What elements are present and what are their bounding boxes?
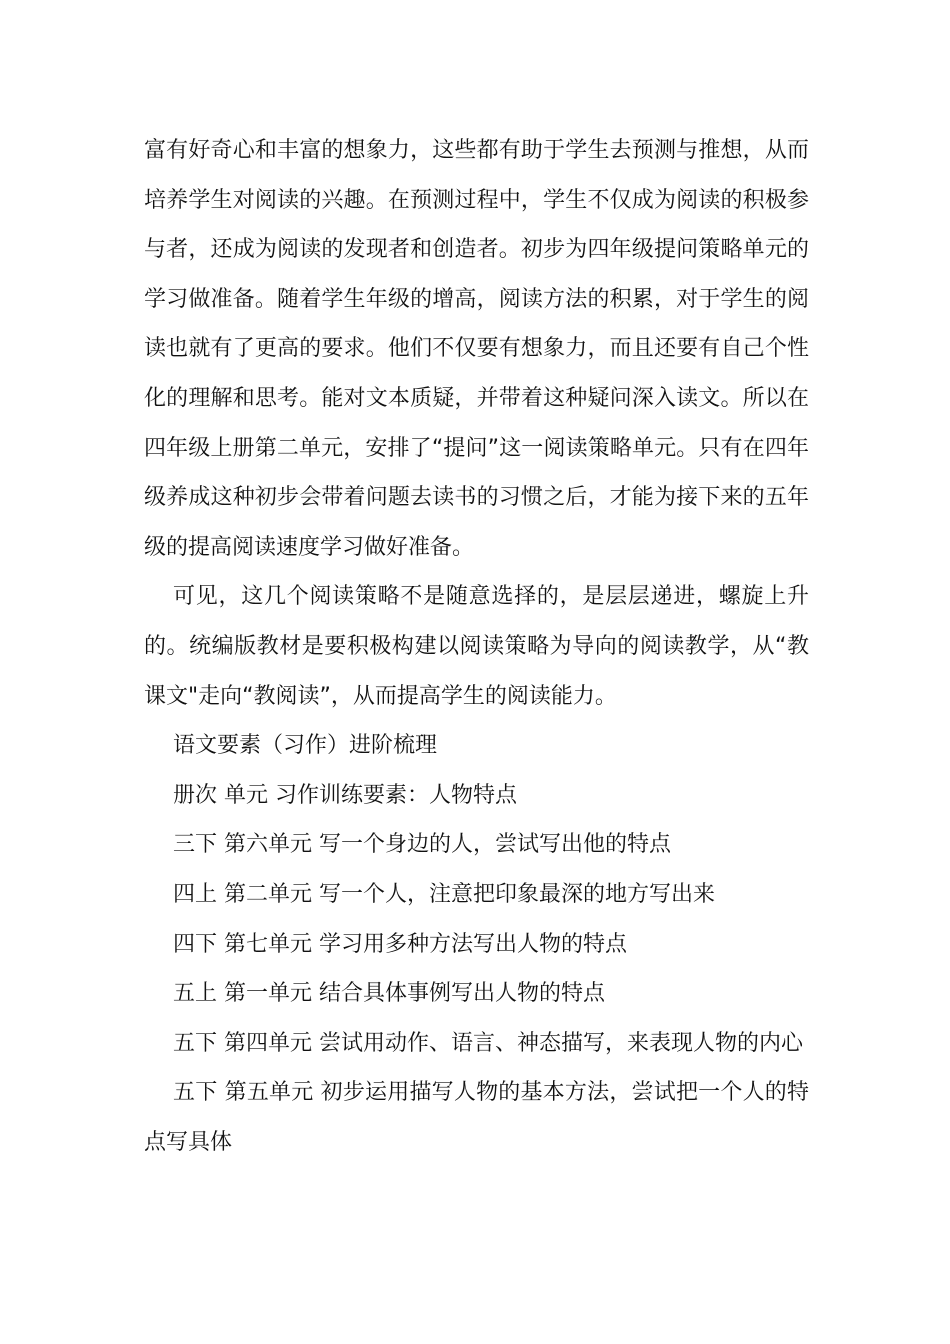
table-header-line: 册次 单元 习作训练要素：人物特点 — [173, 782, 517, 808]
list-item: 四上 第二单元 写一个人，注意把印象最深的地方写出来 — [173, 881, 715, 907]
section-heading-writing-elements: 语文要素（习作）进阶梳理 — [173, 733, 438, 759]
list-item: 五下 第四单元 尝试用动作、语言、神态描写，来表现人物的内心 — [173, 1030, 803, 1056]
document-page — [144, 126, 809, 1167]
list-item: 五下 第五单元 初步运用描写人物的基本方法，尝试把一个人的特点写具体 — [144, 1080, 809, 1155]
list-item: 五上 第一单元 结合具体事例写出人物的特点 — [173, 981, 605, 1007]
paragraph-reading-strategy-intro: 富有好奇心和丰富的想象力，这些都有助于学生去预测与推想，从而培养学生对阅读的兴趣。在预测过程中，学生不仅成为阅读的积极参与者，还成为阅读的发现者和创造者。初步为四年级提问策略单元的学习做准备。随着学生年级的增高，阅读方法的积累，对于学生的阅读也就有了更高的要求。他们不仅要有想象力，而且还要有自己个性化的理解和思考。能对文本质疑，并带着这种疑问深入读文。所以在四年级上册第二单元，安排了“提问”这一阅读策略单元。只有在四年级养成这种初步会带着问题去读书的习惯之后，才能为接下来的五年级的提高阅读速度学习做好准备。 — [144, 138, 809, 560]
paragraph-reading-strategy-summary: 可见，这几个阅读策略不是随意选择的，是层层递进，螺旋上升的。统编版教材是要积极构建以阅读策略为导向的阅读教学，从“教课文"走向“教阅读”，从而提高学生的阅读能力。 — [144, 584, 809, 709]
list-item: 三下 第六单元 写一个身边的人，尝试写出他的特点 — [173, 832, 671, 858]
list-item: 四下 第七单元 学习用多种方法写出人物的特点 — [173, 931, 627, 957]
